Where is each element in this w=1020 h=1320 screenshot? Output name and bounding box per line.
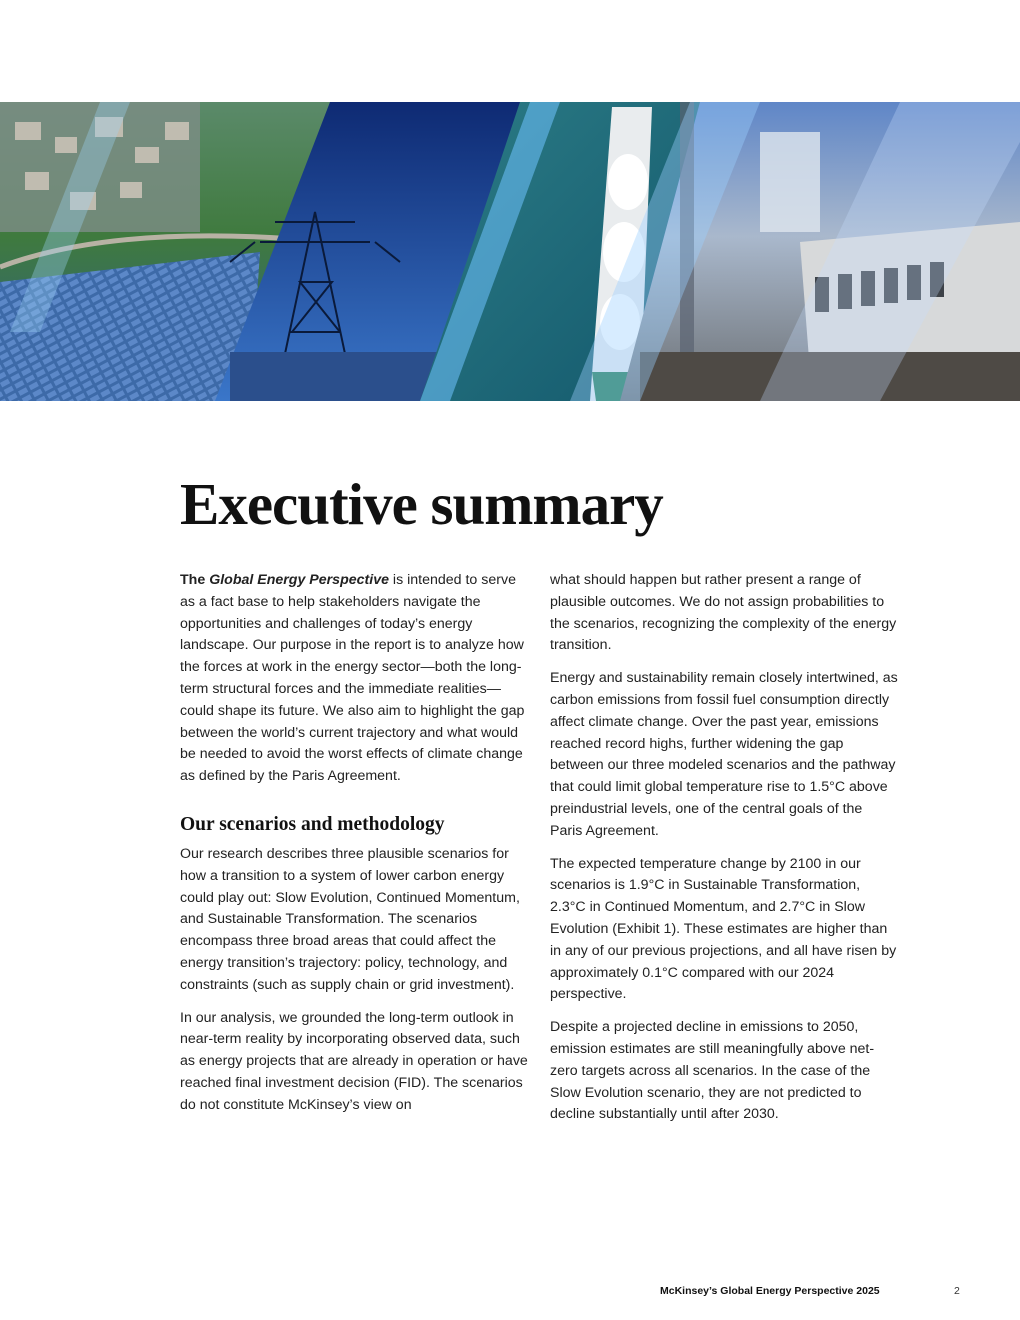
decline-paragraph: Despite a projected decline in emissions to 2050, emission estimates are still meaningfully above net-zero targets across all scenarios. In the case of the Slow Evolution scenario, they are not predicted to decline substantially until after 2030. <box>550 1019 875 1123</box>
intro-paragraph <box>180 570 528 788</box>
footer-report-title: McKinsey’s Global Energy Perspective 2025 <box>660 1285 880 1297</box>
outcomes-paragraph: what should happen but rather present a range of plausible outcomes. We do not assign probabilities to the scenarios, recognizing the complexity of the energy transition. <box>550 572 897 654</box>
section-heading-scenarios: Our scenarios and methodology <box>180 813 445 835</box>
right-column <box>550 570 898 1137</box>
page-number: 2 <box>954 1285 960 1297</box>
emissions-paragraph: Energy and sustainability remain closely intertwined, as carbon emissions from fossil fuel consumption directly affect climate change. Over the past year, emissions reached record highs, further widening the gap between our three modeled scenarios and the pathway that could limit global temperature rise to 1.5°C above preindustrial levels, one of the central goals of the Paris Agreement. <box>550 670 898 839</box>
intro-lead-the: The <box>180 572 206 588</box>
left-column <box>180 570 528 1128</box>
intro-text: is intended to serve as a fact base to help stakeholders navigate the opportunities and challenges of today’s energy landscape. Our purpose in the report is to analyze how the forces at work in the energy sector—both the long-term structural forces and the immediate realities—could shape its future. We also aim to highlight the gap between the world’s current trajectory and what would be needed to avoid the worst effects of climate change as defined by the Paris Agreement. <box>180 572 525 785</box>
analysis-paragraph: In our analysis, we grounded the long-term outlook in near-term reality by incorporating observed data, such as energy projects that are already in operation or have reached final investment decision (FID). The scenarios do not constitute McKinsey’s view on <box>180 1009 528 1113</box>
hero-banner-image <box>0 102 1020 401</box>
report-title-italic: Global Energy Perspective <box>209 572 389 588</box>
page-title: Executive summary <box>180 471 663 537</box>
scenarios-paragraph: Our research describes three plausible scenarios for how a transition to a system of lower carbon energy could play out: Slow Evolution, Continued Momentum, and Sustainable Transformation. The scenarios encompass three broad areas that could affect the energy transition’s trajectory: policy, technology, and constraints (such as supply chain or grid investment). <box>180 845 520 993</box>
temperature-paragraph: The expected temperature change by 2100 in our scenarios is 1.9°C in Sustainable Transformation, 2.3°C in Continued Momentum, and 2.7°C in Slow Evolution (Exhibit 1). These estimates are higher than in any of our previous projections, and all have risen by approximately 0.1°C compared with our 2024 perspective. <box>550 855 897 1003</box>
